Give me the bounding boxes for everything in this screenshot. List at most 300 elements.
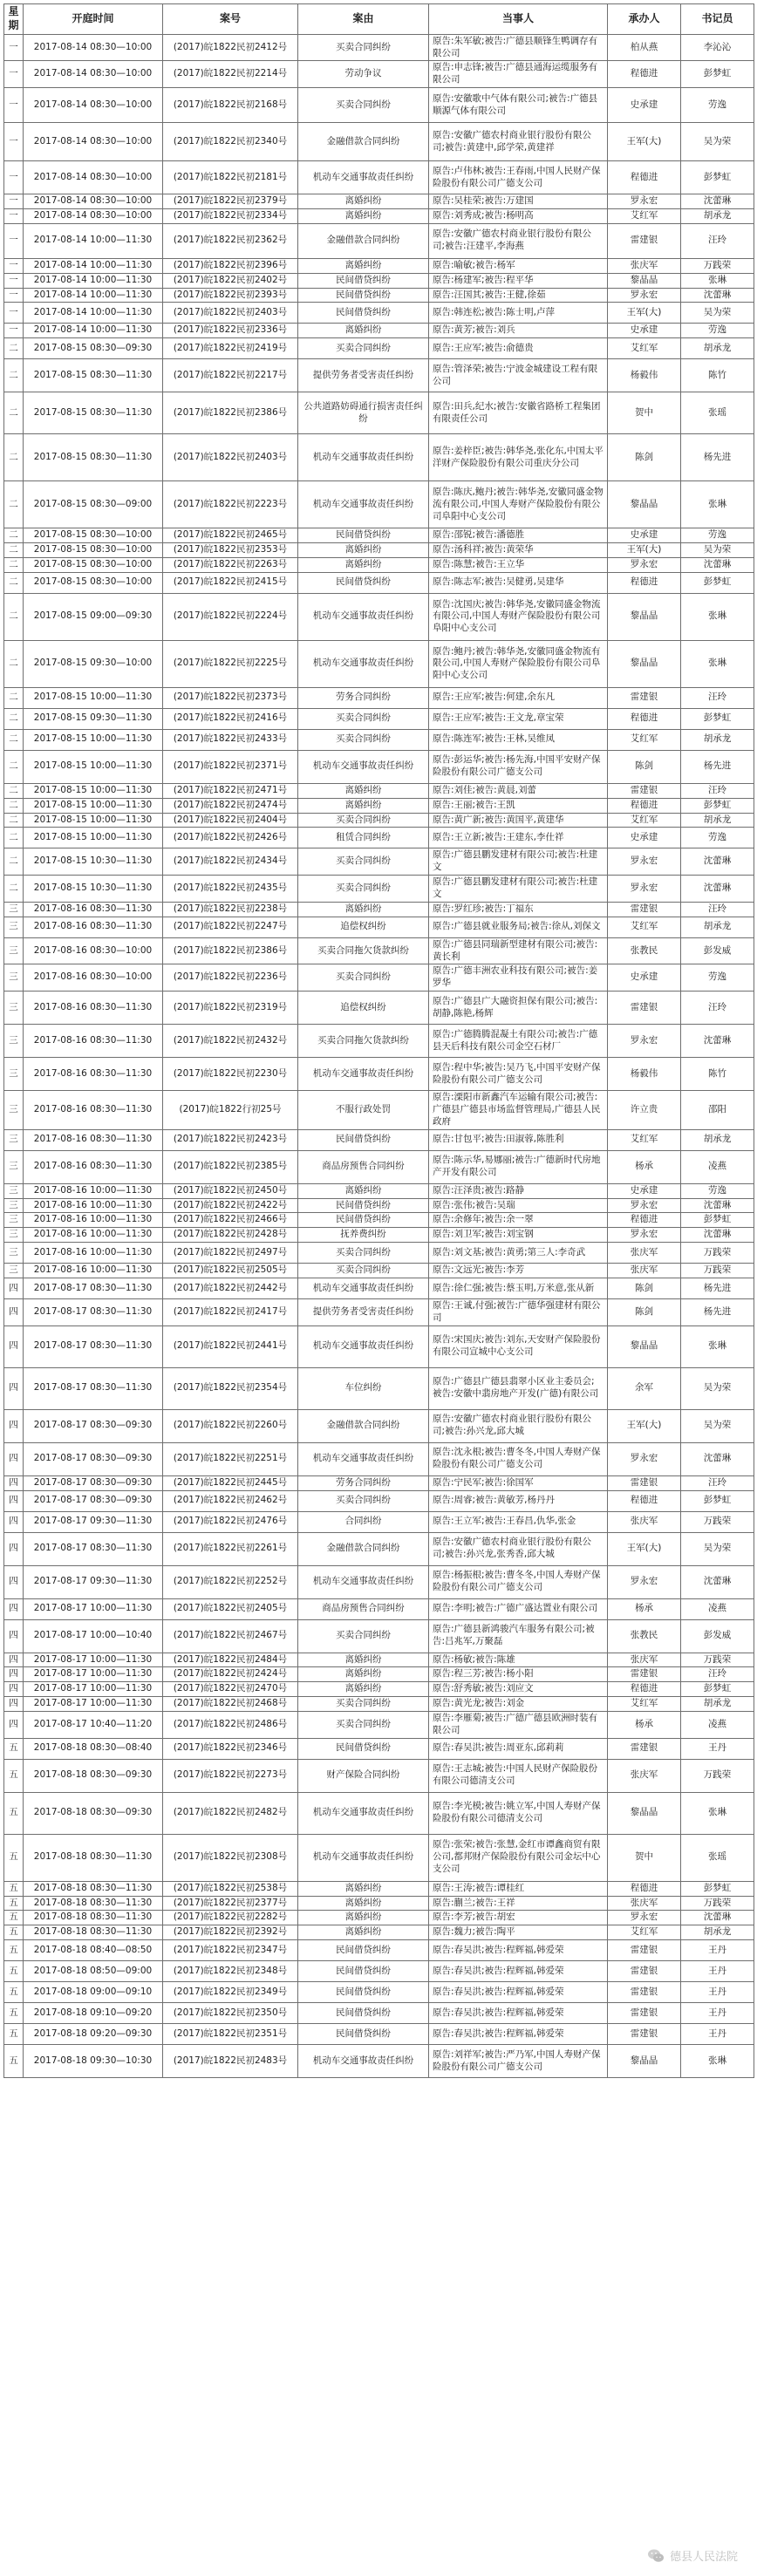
cell-clerk: 张瑶 [681, 392, 754, 434]
cell-judge: 雷建银 [608, 1982, 681, 2003]
cell-day: 五 [4, 2003, 24, 2024]
cell-clerk: 彭梦虹 [681, 1682, 754, 1697]
cell-parties: 原告:陈志军;被告:吴健勇,吴建华 [429, 572, 608, 593]
cell-day: 四 [4, 1565, 24, 1598]
cell-parties: 原告:春吴洪;被告:程辉福,韩爱荣 [429, 1961, 608, 1982]
cell-clerk: 万践荣 [681, 258, 754, 273]
cell-day: 二 [4, 338, 24, 359]
cell-case-number: (2017)皖1822民初2466号 [163, 1213, 298, 1228]
cell-parties: 原告:广德县同瑞新型建材有限公司;被告:黄长利 [429, 937, 608, 964]
cell-day: 三 [4, 1213, 24, 1228]
cell-parties: 原告:王丽;被告:王凯 [429, 798, 608, 813]
cell-time: 2017-08-16 10:00—11:30 [24, 1213, 163, 1228]
cell-clerk: 彭发威 [681, 1619, 754, 1653]
cell-day: 二 [4, 729, 24, 750]
cell-time: 2017-08-15 10:30—11:30 [24, 876, 163, 903]
cell-time: 2017-08-16 10:00—11:30 [24, 1228, 163, 1243]
cell-judge: 史承建 [608, 528, 681, 543]
cell-clerk: 沈蕾琳 [681, 1198, 754, 1213]
cell-parties: 原告:文远光;被告:李芳 [429, 1264, 608, 1278]
cell-judge: 杨毅伟 [608, 359, 681, 392]
cell-cause: 离婚纠纷 [298, 798, 429, 813]
cell-judge: 艾红军 [608, 917, 681, 937]
cell-judge: 张庆军 [608, 1896, 681, 1911]
cell-clerk: 劳逸 [681, 88, 754, 123]
cell-day: 四 [4, 1325, 24, 1367]
cell-parties: 原告:黄广新;被告:黄国平,黄建华 [429, 813, 608, 828]
cell-day: 一 [4, 123, 24, 161]
cell-case-number: (2017)皖1822民初2433号 [163, 729, 298, 750]
cell-clerk: 张琳 [681, 2045, 754, 2078]
cell-case-number: (2017)皖1822民初2377号 [163, 1896, 298, 1911]
cell-case-number: (2017)皖1822民初2465号 [163, 528, 298, 543]
cell-day: 二 [4, 848, 24, 876]
cell-case-number: (2017)皖1822民初2416号 [163, 708, 298, 729]
table-row [4, 1228, 754, 1243]
cell-time: 2017-08-18 09:10—09:20 [24, 2003, 163, 2024]
cell-judge: 程德进 [608, 61, 681, 88]
cell-cause: 买卖合同纠纷 [298, 1243, 429, 1264]
table-row [4, 1881, 754, 1896]
cell-parties: 原告:安徽广德农村商业银行股份有限公司;被告:孙兴龙,邱大城 [429, 1409, 608, 1442]
cell-clerk: 陈竹 [681, 1058, 754, 1091]
cell-cause: 离婚纠纷 [298, 324, 429, 338]
cell-judge: 史承建 [608, 88, 681, 123]
cell-time: 2017-08-18 08:50—09:00 [24, 1961, 163, 1982]
cell-time: 2017-08-17 10:00—11:30 [24, 1682, 163, 1697]
cell-time: 2017-08-16 08:30—11:30 [24, 992, 163, 1025]
cell-cause: 民间借贷纠纷 [298, 1738, 429, 1759]
cell-case-number: (2017)皖1822民初2462号 [163, 1490, 298, 1511]
table-row [4, 1213, 754, 1228]
cell-time: 2017-08-18 08:30—11:30 [24, 1896, 163, 1911]
cell-parties: 原告:周睿;被告:黄敏芳,杨丹丹 [429, 1490, 608, 1511]
cell-case-number: (2017)皖1822民初2538号 [163, 1881, 298, 1896]
cell-parties: 原告:王诚,付强;被告:广德华强建材有限公司 [429, 1299, 608, 1326]
cell-cause: 买卖合同纠纷 [298, 876, 429, 903]
cell-time: 2017-08-17 08:30—11:30 [24, 1532, 163, 1565]
cell-cause: 民间借贷纠纷 [298, 288, 429, 303]
cell-parties: 原告:安徽广德农村商业银行股份有限公司;被告:汪建平,李海燕 [429, 223, 608, 258]
cell-cause: 机动车交通事故责任纠纷 [298, 1325, 429, 1367]
cell-judge: 罗永宏 [608, 288, 681, 303]
cell-day: 五 [4, 1911, 24, 1925]
cell-parties: 原告:程三芳;被告:杨小阳 [429, 1667, 608, 1682]
table-row [4, 434, 754, 481]
cell-clerk: 胡承龙 [681, 338, 754, 359]
cell-judge: 雷建银 [608, 992, 681, 1025]
table-row [4, 964, 754, 992]
cell-case-number: (2017)皖1822民初2435号 [163, 876, 298, 903]
cell-time: 2017-08-18 08:30—08:40 [24, 1738, 163, 1759]
cell-parties: 原告:沈永根;被告:曹冬冬,中国人寿财产保险股份有限公司广德支公司 [429, 1442, 608, 1475]
cell-cause: 离婚纠纷 [298, 1881, 429, 1896]
cell-day: 三 [4, 1150, 24, 1183]
cell-time: 2017-08-15 08:30—10:00 [24, 528, 163, 543]
cell-judge: 张庆军 [608, 1759, 681, 1792]
cell-parties: 原告:广德县鹏发建材有限公司;被告:杜建文 [429, 876, 608, 903]
table-row [4, 288, 754, 303]
table-row [4, 1940, 754, 1961]
table-row [4, 798, 754, 813]
cell-clerk: 沈蕾琳 [681, 194, 754, 209]
cell-time: 2017-08-14 08:30—10:00 [24, 194, 163, 209]
cell-day: 二 [4, 434, 24, 481]
cell-parties: 原告:田兵,纪水;被告:安徽省路桥工程集团有限责任公司 [429, 392, 608, 434]
cell-parties: 原告:安徽广德农村商业银行股份有限公司;被告:黄建中,邱学荣,黄建祥 [429, 123, 608, 161]
cell-time: 2017-08-15 10:00—11:30 [24, 828, 163, 848]
cell-judge: 柏从燕 [608, 34, 681, 61]
cell-clerk: 劳逸 [681, 1183, 754, 1198]
cell-time: 2017-08-18 09:00—09:10 [24, 1982, 163, 2003]
cell-clerk: 汪玲 [681, 902, 754, 917]
cell-parties: 原告:鲍丹;被告:韩华尧,安徽同盛金物流有限公司,中国人寿财产保险股份有限公司阜阳中心支公司 [429, 640, 608, 687]
cell-time: 2017-08-15 08:30—10:00 [24, 557, 163, 572]
cell-cause: 金融借款合同纠纷 [298, 1532, 429, 1565]
cell-clerk: 张瑶 [681, 1834, 754, 1881]
cell-cause: 财产保险合同纠纷 [298, 1759, 429, 1792]
cell-case-number: (2017)皖1822民初2393号 [163, 288, 298, 303]
cell-judge: 张庆军 [608, 258, 681, 273]
cell-cause: 车位纠纷 [298, 1367, 429, 1409]
cell-time: 2017-08-15 10:00—11:30 [24, 783, 163, 798]
cell-case-number: (2017)皖1822民初2405号 [163, 1598, 298, 1619]
cell-case-number: (2017)皖1822民初2442号 [163, 1278, 298, 1299]
header-cause: 案由 [298, 4, 429, 35]
watermark [647, 2547, 738, 2564]
table-row [4, 1129, 754, 1150]
cell-judge: 艾红军 [608, 813, 681, 828]
cell-cause: 离婚纠纷 [298, 557, 429, 572]
cell-day: 三 [4, 1243, 24, 1264]
table-row [4, 161, 754, 194]
cell-judge: 陈剑 [608, 1278, 681, 1299]
cell-time: 2017-08-15 10:00—11:30 [24, 687, 163, 708]
table-row [4, 1511, 754, 1532]
cell-case-number: (2017)皖1822民初2263号 [163, 557, 298, 572]
cell-case-number: (2017)皖1822民初2261号 [163, 1532, 298, 1565]
table-row [4, 1759, 754, 1792]
cell-time: 2017-08-14 08:30—10:00 [24, 61, 163, 88]
cell-time: 2017-08-15 10:00—11:30 [24, 813, 163, 828]
cell-judge: 雷建银 [608, 2003, 681, 2024]
cell-parties: 原告:汪泽贵;被告:路静 [429, 1183, 608, 1198]
cell-time: 2017-08-15 10:00—11:30 [24, 750, 163, 783]
cell-judge: 王军(大) [608, 123, 681, 161]
cell-cause: 离婚纠纷 [298, 543, 429, 558]
cell-case-number: (2017)皖1822民初2347号 [163, 1940, 298, 1961]
cell-parties: 原告:卢伟林;被告:王春雨,中国人民财产保险股份有限公司广德支公司 [429, 161, 608, 194]
cell-time: 2017-08-18 09:30—10:30 [24, 2045, 163, 2078]
cell-time: 2017-08-14 08:30—10:00 [24, 208, 163, 223]
cell-case-number: (2017)皖1822民初2273号 [163, 1759, 298, 1792]
cell-case-number: (2017)皖1822民初2471号 [163, 783, 298, 798]
cell-judge: 雷建银 [608, 2024, 681, 2045]
cell-parties: 原告:广德县广大融资担保有限公司;被告:胡静,陈艳,杨辉 [429, 992, 608, 1025]
cell-judge: 张庆军 [608, 1653, 681, 1667]
cell-time: 2017-08-17 10:00—10:40 [24, 1619, 163, 1653]
cell-cause: 离婚纠纷 [298, 902, 429, 917]
cell-time: 2017-08-17 10:00—11:30 [24, 1667, 163, 1682]
cell-day: 一 [4, 88, 24, 123]
cell-day: 一 [4, 273, 24, 288]
cell-day: 五 [4, 1834, 24, 1881]
cell-clerk: 彭发威 [681, 937, 754, 964]
table-row [4, 223, 754, 258]
cell-clerk: 汪玲 [681, 992, 754, 1025]
cell-day: 四 [4, 1598, 24, 1619]
cell-day: 四 [4, 1712, 24, 1739]
cell-clerk: 沈蕾琳 [681, 557, 754, 572]
cell-judge: 程德进 [608, 161, 681, 194]
cell-cause: 民间借贷纠纷 [298, 572, 429, 593]
cell-time: 2017-08-14 08:30—10:00 [24, 34, 163, 61]
cell-cause: 离婚纠纷 [298, 194, 429, 209]
cell-day: 四 [4, 1667, 24, 1682]
hearing-table [3, 3, 754, 2078]
table-row [4, 1278, 754, 1299]
cell-case-number: (2017)皖1822民初2336号 [163, 324, 298, 338]
table-row [4, 481, 754, 528]
cell-judge: 黎晶晶 [608, 481, 681, 528]
table-row [4, 1442, 754, 1475]
cell-time: 2017-08-18 08:30—11:30 [24, 1834, 163, 1881]
cell-judge: 王军(大) [608, 1409, 681, 1442]
cell-day: 四 [4, 1299, 24, 1326]
cell-parties: 原告:蒯兰;被告:王祥 [429, 1896, 608, 1911]
cell-day: 五 [4, 1896, 24, 1911]
table-row [4, 1532, 754, 1565]
table-row [4, 1183, 754, 1198]
cell-judge: 雷建银 [608, 1475, 681, 1490]
cell-judge: 艾红军 [608, 729, 681, 750]
cell-time: 2017-08-15 08:30—11:30 [24, 434, 163, 481]
cell-judge: 程德进 [608, 708, 681, 729]
cell-parties: 原告:邵锐;被告:潘德胜 [429, 528, 608, 543]
cell-cause: 抚养费纠纷 [298, 1228, 429, 1243]
cell-time: 2017-08-18 08:30—11:30 [24, 1911, 163, 1925]
cell-judge: 许立贵 [608, 1091, 681, 1130]
table-row [4, 1653, 754, 1667]
cell-clerk: 沈蕾琳 [681, 1911, 754, 1925]
cell-judge: 艾红军 [608, 208, 681, 223]
cell-clerk: 胡承龙 [681, 1129, 754, 1150]
cell-parties: 原告:广德县新鸿骏汽车服务有限公司;被告:吕兆军,万聚磊 [429, 1619, 608, 1653]
table-row [4, 543, 754, 558]
cell-time: 2017-08-16 08:30—11:30 [24, 917, 163, 937]
table-row [4, 1738, 754, 1759]
cell-case-number: (2017)皖1822民初2224号 [163, 593, 298, 640]
cell-parties: 原告:李明;被告:广德广盛达置业有限公司 [429, 1598, 608, 1619]
cell-day: 五 [4, 1925, 24, 1940]
cell-day: 一 [4, 324, 24, 338]
cell-judge: 罗永宏 [608, 1911, 681, 1925]
cell-day: 三 [4, 1091, 24, 1130]
cell-clerk: 王丹 [681, 1982, 754, 2003]
table-row [4, 1619, 754, 1653]
cell-cause: 买卖合同纠纷 [298, 88, 429, 123]
cell-parties: 原告:汤科祥;被告:黄荣华 [429, 543, 608, 558]
cell-case-number: (2017)皖1822民初2386号 [163, 392, 298, 434]
cell-cause: 机动车交通事故责任纠纷 [298, 593, 429, 640]
cell-case-number: (2017)皖1822民初2319号 [163, 992, 298, 1025]
cell-clerk: 胡承龙 [681, 729, 754, 750]
header-judge: 承办人 [608, 4, 681, 35]
table-row [4, 876, 754, 903]
cell-case-number: (2017)皖1822民初2392号 [163, 1925, 298, 1940]
cell-time: 2017-08-17 08:30—11:30 [24, 1367, 163, 1409]
cell-judge: 罗永宏 [608, 1198, 681, 1213]
cell-cause: 离婚纠纷 [298, 1667, 429, 1682]
table-row [4, 528, 754, 543]
cell-judge: 雷建银 [608, 1667, 681, 1682]
cell-judge: 史承建 [608, 1183, 681, 1198]
cell-time: 2017-08-14 08:30—10:00 [24, 88, 163, 123]
table-row [4, 34, 754, 61]
cell-day: 三 [4, 1198, 24, 1213]
table-row [4, 1325, 754, 1367]
cell-clerk: 汪玲 [681, 1667, 754, 1682]
table-row [4, 937, 754, 964]
cell-cause: 机动车交通事故责任纠纷 [298, 1792, 429, 1834]
table-row [4, 61, 754, 88]
cell-cause: 买卖合同纠纷 [298, 1619, 429, 1653]
table-row [4, 1025, 754, 1058]
cell-parties: 原告:魏力;被告:陶平 [429, 1925, 608, 1940]
cell-time: 2017-08-16 08:30—11:30 [24, 902, 163, 917]
cell-time: 2017-08-16 08:30—11:30 [24, 1025, 163, 1058]
cell-judge: 程德进 [608, 1881, 681, 1896]
cell-time: 2017-08-14 10:00—11:30 [24, 223, 163, 258]
cell-time: 2017-08-15 08:30—09:30 [24, 338, 163, 359]
cell-day: 二 [4, 798, 24, 813]
table-row [4, 338, 754, 359]
cell-clerk: 王丹 [681, 1940, 754, 1961]
cell-cause: 民间借贷纠纷 [298, 1940, 429, 1961]
cell-judge: 贺中 [608, 1834, 681, 1881]
cell-time: 2017-08-14 10:00—11:30 [24, 303, 163, 324]
cell-judge: 张庆军 [608, 1243, 681, 1264]
cell-judge: 王军(大) [608, 1532, 681, 1565]
cell-day: 二 [4, 359, 24, 392]
cell-parties: 原告:安徽广德农村商业银行股份有限公司;被告:孙兴龙,张秀香,邱大城 [429, 1532, 608, 1565]
cell-clerk: 吴为荣 [681, 543, 754, 558]
table-row [4, 992, 754, 1025]
cell-case-number: (2017)皖1822民初2379号 [163, 194, 298, 209]
cell-clerk: 万践荣 [681, 1653, 754, 1667]
cell-case-number: (2017)皖1822民初2423号 [163, 1129, 298, 1150]
cell-case-number: (2017)皖1822民初2350号 [163, 2003, 298, 2024]
cell-day: 三 [4, 1025, 24, 1058]
cell-time: 2017-08-15 08:30—10:00 [24, 572, 163, 593]
cell-cause: 机动车交通事故责任纠纷 [298, 640, 429, 687]
cell-case-number: (2017)皖1822民初2346号 [163, 1738, 298, 1759]
cell-day: 五 [4, 1738, 24, 1759]
cell-cause: 民间借贷纠纷 [298, 1198, 429, 1213]
cell-day: 二 [4, 572, 24, 593]
cell-judge: 杨毅伟 [608, 1058, 681, 1091]
cell-cause: 离婚纠纷 [298, 783, 429, 798]
cell-day: 二 [4, 687, 24, 708]
table-row [4, 1058, 754, 1091]
table-row [4, 640, 754, 687]
cell-clerk: 彭梦虹 [681, 798, 754, 813]
table-row [4, 1409, 754, 1442]
cell-day: 五 [4, 1982, 24, 2003]
cell-cause: 民间借贷纠纷 [298, 1982, 429, 2003]
cell-time: 2017-08-15 09:30—10:00 [24, 640, 163, 687]
wechat-icon [647, 2548, 665, 2564]
cell-case-number: (2017)皖1822民初2470号 [163, 1682, 298, 1697]
cell-cause: 买卖合同纠纷 [298, 1712, 429, 1739]
cell-clerk: 彭梦虹 [681, 708, 754, 729]
cell-clerk: 彭梦虹 [681, 61, 754, 88]
cell-clerk: 邵阳 [681, 1091, 754, 1130]
cell-judge: 雷建银 [608, 1940, 681, 1961]
cell-clerk: 杨先进 [681, 750, 754, 783]
cell-judge: 罗永宏 [608, 557, 681, 572]
cell-judge: 杨承 [608, 1712, 681, 1739]
cell-clerk: 彭梦虹 [681, 1881, 754, 1896]
cell-judge: 史承建 [608, 324, 681, 338]
cell-judge: 程德进 [608, 1213, 681, 1228]
table-row [4, 1091, 754, 1130]
cell-cause: 民间借贷纠纷 [298, 528, 429, 543]
cell-case-number: (2017)皖1822民初2396号 [163, 258, 298, 273]
cell-clerk: 杨先进 [681, 1278, 754, 1299]
cell-cause: 买卖合同拖欠货款纠纷 [298, 937, 429, 964]
cell-parties: 原告:王应军;被告:王文龙,章宝荣 [429, 708, 608, 729]
cell-day: 二 [4, 783, 24, 798]
cell-cause: 机动车交通事故责任纠纷 [298, 2045, 429, 2078]
table-row [4, 1150, 754, 1183]
cell-judge: 罗永宏 [608, 876, 681, 903]
cell-clerk: 胡承龙 [681, 1925, 754, 1940]
cell-clerk: 汪玲 [681, 1475, 754, 1490]
cell-time: 2017-08-15 10:00—11:30 [24, 729, 163, 750]
cell-clerk: 胡承龙 [681, 208, 754, 223]
cell-case-number: (2017)皖1822民初2225号 [163, 640, 298, 687]
cell-clerk: 沈蕾琳 [681, 1565, 754, 1598]
cell-case-number: (2017)皖1822民初2468号 [163, 1697, 298, 1712]
cell-clerk: 胡承龙 [681, 917, 754, 937]
cell-clerk: 吴为荣 [681, 1532, 754, 1565]
cell-day: 二 [4, 481, 24, 528]
cell-cause: 租赁合同纠纷 [298, 828, 429, 848]
cell-clerk: 沈蕾琳 [681, 1025, 754, 1058]
cell-time: 2017-08-17 10:40—11:20 [24, 1712, 163, 1739]
cell-cause: 民间借贷纠纷 [298, 2024, 429, 2045]
cell-parties: 原告:甘包平;被告:田淑蓉,陈胜利 [429, 1129, 608, 1150]
cell-parties: 原告:余修年;被告:余一翠 [429, 1213, 608, 1228]
table-row [4, 848, 754, 876]
cell-parties: 原告:申志锋;被告:广德县通海运缆服务有限公司 [429, 61, 608, 88]
cell-clerk: 胡承龙 [681, 813, 754, 828]
cell-day: 二 [4, 813, 24, 828]
cell-judge: 陈剑 [608, 434, 681, 481]
cell-clerk: 王丹 [681, 1961, 754, 1982]
cell-time: 2017-08-17 10:00—11:30 [24, 1598, 163, 1619]
cell-judge: 雷建银 [608, 1961, 681, 1982]
cell-parties: 原告:程中华;被告:吴乃飞,中国平安财产保险股份有限公司广德支公司 [429, 1058, 608, 1091]
cell-judge: 艾红军 [608, 338, 681, 359]
cell-cause: 离婚纠纷 [298, 1911, 429, 1925]
cell-case-number: (2017)皖1822民初2214号 [163, 61, 298, 88]
cell-parties: 原告:陈连军;被告:王林,吴维凤 [429, 729, 608, 750]
table-row [4, 557, 754, 572]
cell-case-number: (2017)皖1822民初2308号 [163, 1834, 298, 1881]
cell-judge: 陈剑 [608, 750, 681, 783]
